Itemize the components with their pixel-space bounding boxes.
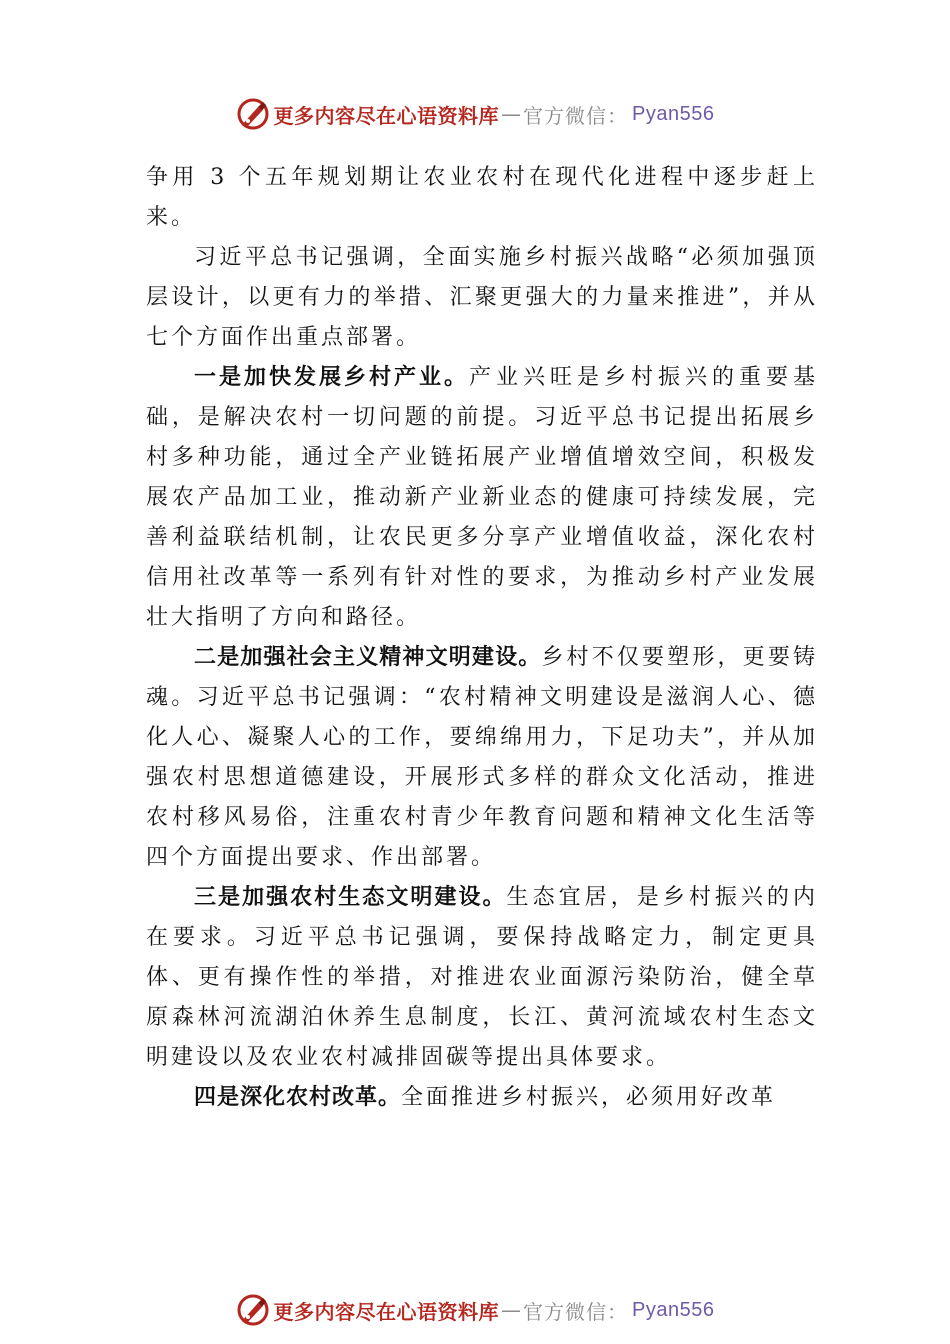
paragraph-lead: 二是加强社会主义精神文明建设。 <box>194 645 542 670</box>
pen-logo-icon <box>236 97 270 131</box>
paragraph-lead: 四是深化农村改革。 <box>194 1085 402 1110</box>
paragraph-lead: 一是加快发展乡村产业。 <box>194 365 469 390</box>
paragraph <box>146 158 818 238</box>
paragraph-text: 习近平总书记强调，全面实施乡村振兴战略“必须加强顶层设计，以更有力的举措、汇聚更强大的力量来推进”，并从七个方面作出重点部署。 <box>146 245 818 350</box>
paragraph-text: 争用 3 个五年规划期让农业农村在现代化进程中逐步赶上来。 <box>146 165 818 230</box>
paragraph <box>146 238 818 358</box>
site-name: 更多内容尽在心语资料库 <box>273 1299 500 1324</box>
paragraph-text: 产业兴旺是乡村振兴的重要基础，是解决农村一切问题的前提。习近平总书记提出拓展乡村多种功能，通过全产业链拓展产业增值增效空间，积极发展农产品加工业，推动新产业新业态的健康可持续发展，完善利益联结机制，让农民更多分享产业增值收益，深化农村信用社改革等一系列有针对性的要求，为推动乡村产业发展壮大指明了方向和路径。 <box>146 365 818 630</box>
wechat-id: Pyan556 <box>632 102 715 125</box>
site-name: 更多内容尽在心语资料库 <box>273 103 500 128</box>
pen-logo-icon <box>236 1293 270 1327</box>
paragraph <box>146 638 818 878</box>
footer-banner <box>0 1290 950 1330</box>
header-banner <box>0 94 950 134</box>
official-wechat-label: 官方微信： <box>523 1299 629 1324</box>
official-wechat-label: 官方微信： <box>523 103 629 128</box>
paragraph <box>146 358 818 638</box>
separator-dash: — <box>501 1298 522 1322</box>
paragraph <box>146 1078 818 1118</box>
document-body <box>146 158 818 1118</box>
paragraph-lead: 三是加强农村生态文明建设。 <box>194 885 507 910</box>
paragraph-text: 全面推进乡村振兴，必须用好改革 <box>401 1085 777 1110</box>
paragraph <box>146 878 818 1078</box>
wechat-id: Pyan556 <box>632 1298 715 1321</box>
paragraph-text: 生态宜居，是乡村振兴的内在要求。习近平总书记强调，要保持战略定力，制定更具体、更有操作性的举措，对推进农业面源污染防治，健全草原森林河流湖泊休养生息制度，长江、黄河流域农村生态文明建设以及农业农村减排固碳等提出具体要求。 <box>146 885 818 1070</box>
separator-dash: — <box>501 102 522 126</box>
paragraph-text: 乡村不仅要塑形，更要铸魂。习近平总书记强调：“农村精神文明建设是滋润人心、德化人心、凝聚人心的工作，要绵绵用力，下足功夫”，并从加强农村思想道德建设，开展形式多样的群众文化活动，推进农村移风易俗，注重农村青少年教育问题和精神文化生活等四个方面提出要求、作出部署。 <box>146 645 818 870</box>
